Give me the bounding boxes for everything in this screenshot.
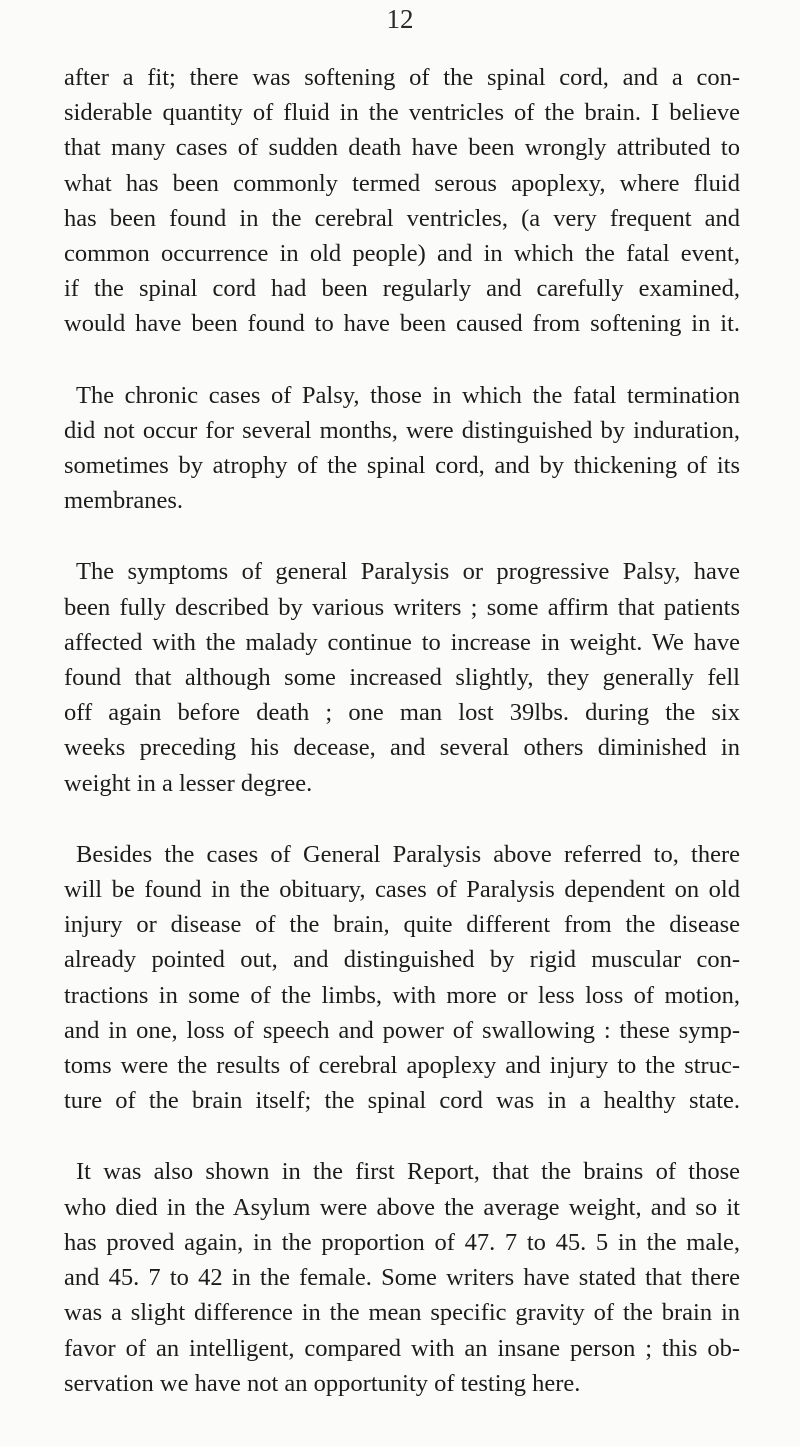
paragraph-2 — [64, 378, 740, 519]
text-line: weeks preceding his decease, and several others diminished in — [64, 734, 740, 762]
text-line: affected with the malady continue to increase in weight. We have — [64, 628, 740, 656]
paragraph-1 — [64, 60, 740, 342]
text-line: did not occur for several months, were distinguished by induration, — [64, 416, 740, 444]
text-line: off again before death ; one man lost 39lbs. during the six — [64, 699, 740, 727]
text-line: servation we have not an opportunity of testing here. — [64, 1369, 581, 1397]
text-line: was a slight difference in the mean specific gravity of the brain in — [64, 1299, 740, 1327]
text-line: if the spinal cord had been regularly and carefully examined, — [64, 275, 740, 303]
text-line: has proved again, in the proportion of 47. 7 to 45. 5 in the male, — [64, 1228, 740, 1256]
text-line: tractions in some of the limbs, with more or less loss of motion, — [64, 981, 740, 1009]
text-line: and 45. 7 to 42 in the female. Some writers have stated that there — [64, 1264, 740, 1292]
text-line: Besides the cases of General Paralysis above referred to, there — [76, 840, 740, 868]
text-line: favor of an intelligent, compared with an insane person ; this ob- — [64, 1334, 740, 1362]
text-line: that many cases of sudden death have been wrongly attributed to — [64, 134, 740, 162]
text-line: ture of the brain itself; the spinal cord was in a healthy state. — [64, 1087, 740, 1115]
page-body — [64, 60, 740, 1401]
text-line: toms were the results of cerebral apoplexy and injury to the struc- — [64, 1052, 740, 1080]
text-line: common occurrence in old people) and in which the fatal event, — [64, 240, 740, 268]
text-line: what has been commonly termed serous apoplexy, where fluid — [64, 169, 740, 197]
paragraph-5 — [64, 1154, 740, 1400]
text-line: already pointed out, and distinguished by rigid muscular con- — [64, 946, 740, 974]
paragraph-3 — [64, 554, 740, 800]
text-line: weight in a lesser degree. — [64, 769, 313, 797]
text-line: been fully described by various writers ; some affirm that patients — [64, 593, 740, 621]
text-line: who died in the Asylum were above the average weight, and so it — [64, 1193, 740, 1221]
text-line: would have been found to have been caused from softening in it. — [64, 310, 740, 338]
paragraph-4 — [64, 837, 740, 1119]
text-line: The chronic cases of Palsy, those in which the fatal termination — [76, 381, 740, 409]
text-line: and in one, loss of speech and power of swallowing : these symp- — [64, 1016, 740, 1044]
text-line: has been found in the cerebral ventricles, (a very frequent and — [64, 204, 740, 232]
text-line: membranes. — [64, 487, 184, 515]
page-number: 12 — [386, 4, 414, 34]
text-line: siderable quantity of fluid in the ventricles of the brain. I believe — [64, 99, 740, 127]
text-line: after a fit; there was softening of the spinal cord, and a con- — [64, 64, 740, 91]
text-line: found that although some increased slightly, they generally fell — [64, 664, 740, 692]
text-line: injury or disease of the brain, quite different from the disease — [64, 911, 740, 939]
text-line: sometimes by atrophy of the spinal cord, and by thickening of its — [64, 452, 740, 480]
text-line: The symptoms of general Paralysis or progressive Palsy, have — [76, 558, 740, 586]
text-line: will be found in the obituary, cases of Paralysis dependent on old — [64, 876, 740, 904]
text-line: It was also shown in the first Report, that the brains of those — [76, 1158, 740, 1186]
